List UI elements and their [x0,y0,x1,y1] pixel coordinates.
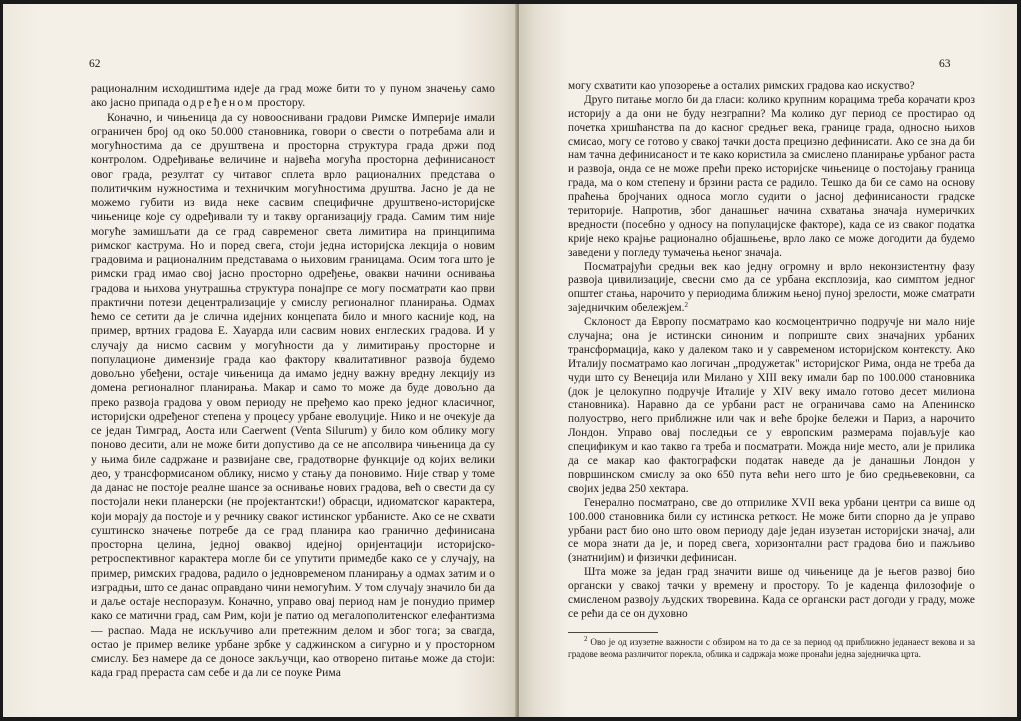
page-number-left: 62 [89,58,101,70]
paragraph: Шта може за један град значити више од чињенице да је његов развој био органски у свакој тачки у времену и простору. То је каденца филозофије о смисленом развоју људских творевина. Када се органски раст догоди у граду, може се рећи да се он духовно [568,566,975,620]
right-page-body [568,80,975,622]
spaced-phrase: одређеном [182,96,255,110]
paragraph: Коначно, и чињеница да су новооснивани градови Римске Империје имали ограничен број од око 50.000 становника, говори о свести о потребама али и могућностима да се друштвена и просторна структура града држи под контролом. Одређивање величине и највећа могућа просторна дефинисаност овог града, резултат су читавог сплета врло рационалних представа о политичким нужностима и техничким могућностима друштва. Јасно је да не можемо губити из вида неке сасвим специфичне друштвено-историјске чињенице које су одређивали ту и такву организацију града. Самим тим није могуће замишљати да се град савременог света лимитира на принципима римског каструма. Но и поред свега, стоји једна историјска лекција о новим градовима и рационалним представама о њиховим границама. Осим тога што је римски град имао свој јасно просторно одређење, овакви начини оснивања градова и њихова унутрашња структура понајпре се могу посматрати као први практични потези децентрализације у смислу регионалног планирања. Одмах ћемо се сетити да је слична идејних концепата било и много касније код, на пример, вртних градова Е. Хауарда или сасвим нових енглеских градова. И у случају да нисмо сасвим у могућности да у лимитирању просторне и популационе димензије града као фактору квалитативног развоја будемо довољно убеђени, остаје чињеница да имамо једну важну вредну лекцију из домена регионалног планирања. Макар и само то може да буде довољно да преко развоја градова у овом периоду не пређемо као преко једног класичног, историјски одређеног степена у процесу урбане еволуције. Нико и не очекује да се један Тимград, Аоста или Caerwent (Venta Silurum) у било ком облику могу поново десити, али не може бити допустиво да се не апсолвира чињеница да су у њима биле садржане и развијане све, градотворне функције од којих велики део, у трансформисаном облику, нисмо у стању да поновимо. Није ствар у томе да данас не постоје реалне шансе за оснивање нових градова, већ о свести да су постојали неки планерски (не пројектантски!) обрасци, идиоматског карактера, који морају да постоје и у речнику сваког истинског урбанисте. Ако се не схвати суштинско значење потребе да се град планира као гранично дефинисана просторна целина, једној оваквој идејној оријентацији историјско-ретроспективног карактера могле би се упутити примедбе како се у случају, на пример, римских градова, радило о једновременом планирању а одмах затим и о изградњи, што се данас оправдано чини немогућим. У том случају значило би да и даље остаје неспоразум. Коначно, управо овај период нам је понудио пример како се матични град, сам Рим, који је патио од мегалополитенског елефантизма — распао. Мада не искључиво али претежним делом и због тога; за свагда, остао је пример велике урбане зрбке у саджинском а сигурно и у просторном смислу. Без намере да се доносе закључци, као отворено питање може да стоји: када град прераста сам себе и да ли се поуке Рима [91,110,495,680]
paragraph: могу схватити као упозорење а осталих римских градова као искуство? [568,80,915,92]
paragraph: Друго питање могло би да гласи: колико крупним корацима треба корачати кроз историју а да они не буду незграпни? Ма колико дуг период се простирао од почетка хришћанства па до касног средњег века, границе града, односно њихов смисао, могу се готово у свакој тачки доста прецизно дефинисати. Ако се зна да би нам тачна дефинисаност и те како користила за смислено планирање урбаног раста и развоја, онда се не може прећи преко историјске чињенице о постојању граница града, ма о ком степену и брзини раста се радило. Тешко да би се само на основу праћења бројчаних односа могло судити о јасној дефинисаности градске територије. Напротив, због данашњег начина схватања значаја нумеричких вредности (посебно у односу на популацијске факторе), када се из сваког податка крије неко крајње рационално објашњење, врло лако се може догодити да будемо заведени у погледу тумачења њеног значаја. [568,93,975,259]
paragraph: Склоност да Европу посматрамо као космоцентрично подручје ни мало није случајна; она је истински синоним и поприште свих значајних урбаних трансформација, како у далеком тако и у савременом историјском контексту. Ако Италију посматрамо као логичан „продужетак" историјског Рима, онда не треба да чуди што су Венеција или Милано у XIII веку имали бар по 100.000 становника (док је целокупно подручје Италије у XIV веку имало готово десет милиона становника). Наравно да се урбани раст не ограничава само на Апенинско полуострво, него приближне или чак и веће бројке бележи и Париз, а нарочито Лондон. Управо овај последњи се у европским размерама појављује као спецификум и као такво га треба и посматрати. Можда није место, али је прилика да се макар као фактографски податак наведе да је данашњи Лондон у површинском смислу за око 650 пута већи него што је био средњевековни, са својих једва 250 хектара. [568,316,975,495]
footnote-rule [568,632,658,633]
paragraph: Посматрајући средњи век као једну огромну и врло неконзистентну фазу развоја цивилизације, свесни смо да се урбана експлозија, као симптом једног општег стања, нарочито у периодима ближим њеној пуној зрелости, може сматрати заједничким обележјем.$^2$ [568,260,975,315]
left-page [3,4,517,717]
footnote-reference: 2 [684,301,689,310]
footnote: $^2$ Ово је од изузетне важности с обзиром на то да се за период од приближно једанаест векова и за градове веома различитог порекла, облика и садржаја може пронаћи једна заједничка црта. [568,635,975,659]
footnote-marker: 2 [584,635,588,643]
paragraph: рационалним исходиштима идеје да град може бити то у пуном значењу само ако јасно припада одређеном простору. [91,82,495,110]
right-page [519,4,1017,717]
paragraph: Генерално посматрано, све до отприлике XVII века урбани центри са више од 100.000 становника били су истинска реткост. Не може бити спорно да је управо урбани раст био оно што овом периоду даје један изузетан историјски значај, али се мора знати да је, и поред свега, хоризонтални раст градова био и пажљиво (знатнијим) и физички дефинисан. [568,496,975,565]
left-page-body [91,82,495,681]
page-number-right: 63 [939,58,951,70]
